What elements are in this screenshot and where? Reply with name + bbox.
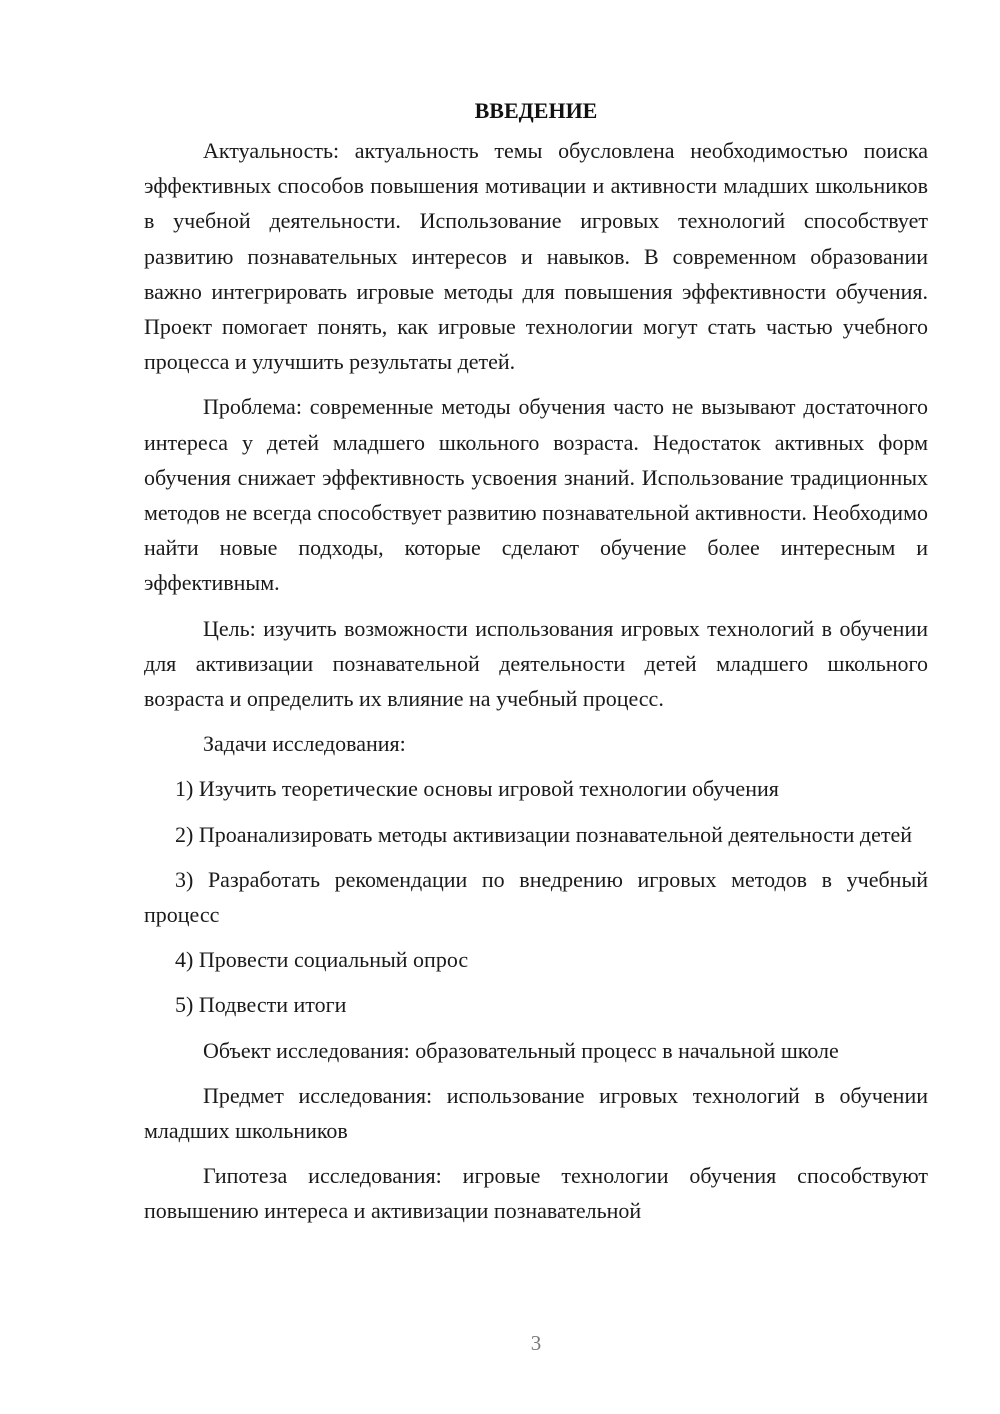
task-item-1: 1) Изучить теоретические основы игровой технологии обучения [175, 776, 779, 802]
paragraph-relevance: Актуальность: актуальность темы обусловлена необходимостью поиска эффективных способов повышения мотивации и активности младших школьников в учебной деятельности. Использование игровых технологий способствует развитию познавательных интересов и навыков. В современном образовании важно интегрировать игровые методы для повышения эффективности обучения. Проект помогает понять, как игровые технологии могут стать частью учебного процесса и улучшить результаты детей. [144, 138, 928, 375]
paragraph-hypothesis: Гипотеза исследования: игровые технологии обучения способствуют повышению интереса и активизации познавательной [144, 1163, 928, 1224]
task-item-3: 3) Разработать рекомендации по внедрению игровых методов в учебный процесс [144, 866, 928, 928]
paragraph-subject: Предмет исследования: использование игровых технологий в обучении младших школьников [144, 1082, 928, 1144]
task-item-5: 5) Подвести итоги [175, 992, 347, 1018]
task-item-4: 4) Провести социальный опрос [175, 947, 469, 973]
paragraph-object: Объект исследования: образовательный процесс в начальной школе [203, 1037, 839, 1063]
page-number: 3 [530, 1331, 542, 1355]
task-item-2: 2) Проанализировать методы активизации познавательной деятельности детей [175, 821, 912, 847]
paragraph-goal: Цель: изучить возможности использования игровых технологий в обучении для активизации познавательной деятельности детей младшего школьного возраста и определить их влияние на учебный процесс. [144, 615, 928, 712]
page-title: ВВЕДЕНИЕ [474, 98, 598, 123]
paragraph-tasks-heading: Задачи исследования: [203, 731, 406, 757]
page-content [144, 93, 928, 1239]
paragraph-problem: Проблема: современные методы обучения часто не вызывают достаточного интереса у детей младшего школьного возраста. Недостаток активных форм обучения снижает эффективность усвоения знаний. Использование традиционных методов не всегда способствует развитию познавательной активности. Необходимо найти новые подходы, которые сделают обучение более интересным и эффективным. [144, 394, 928, 596]
